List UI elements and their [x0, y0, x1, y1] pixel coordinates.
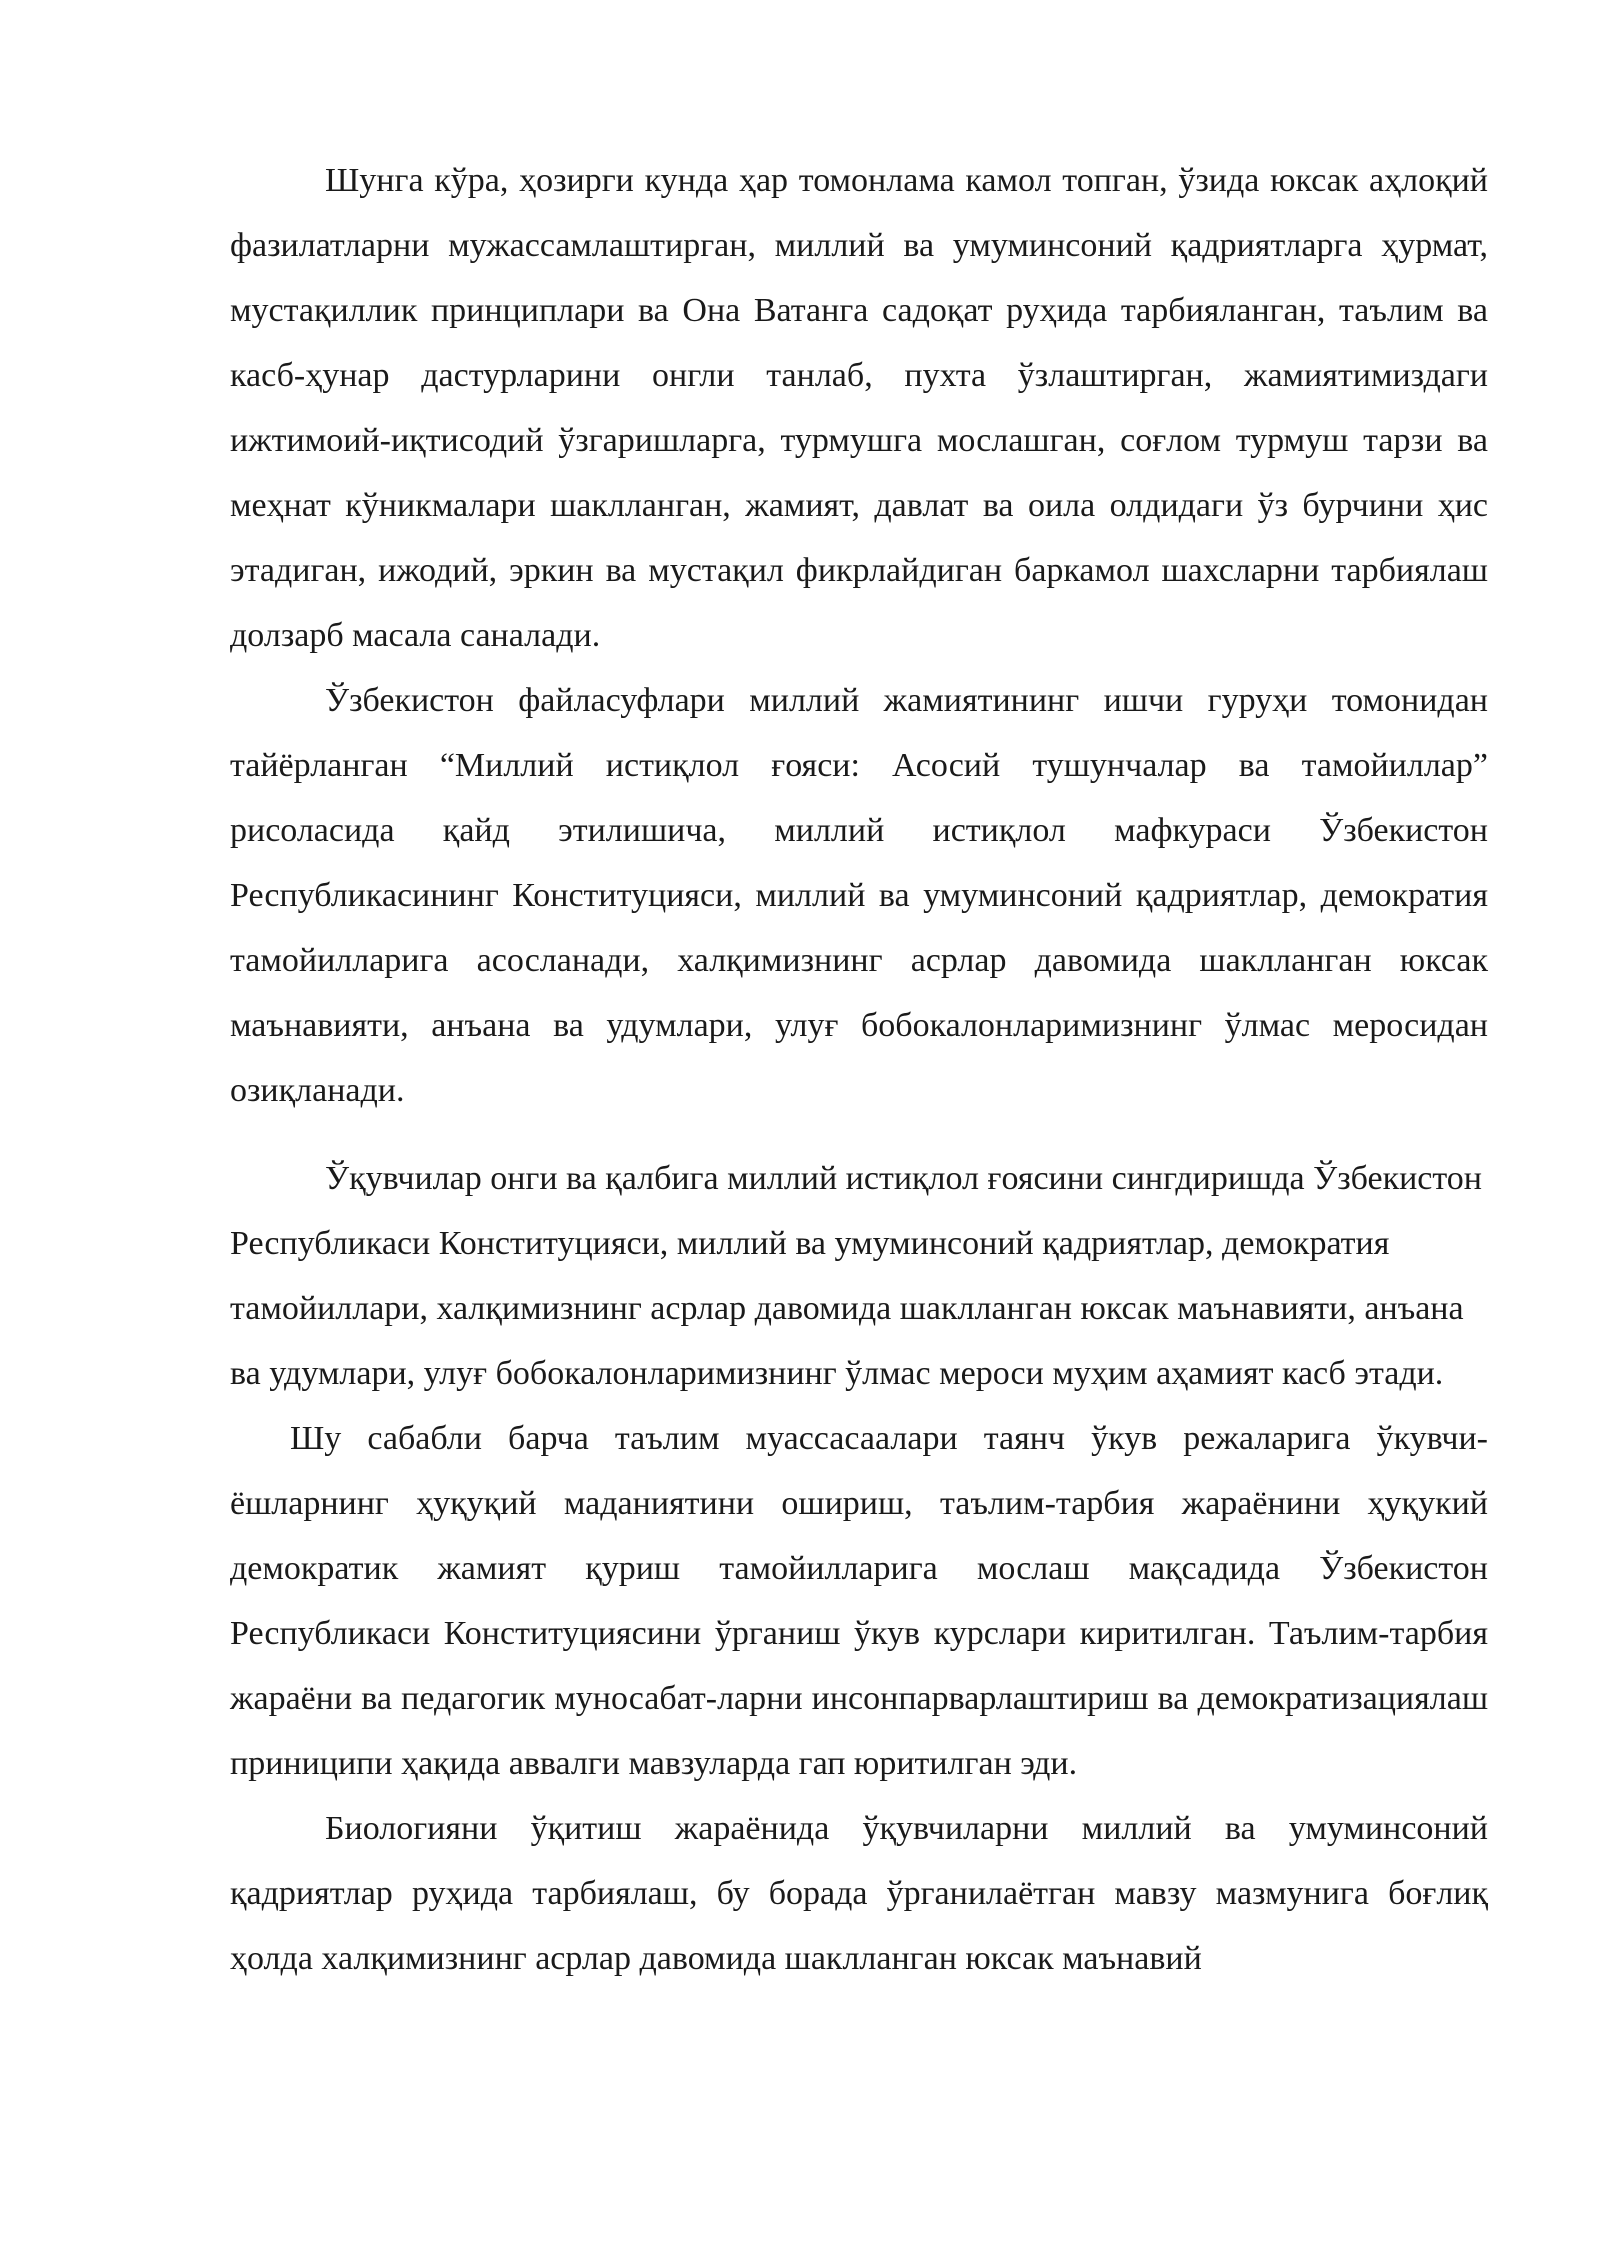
paragraph-3: Ўқувчилар онги ва қалбига миллий истиқлол ғоясини сингдиришда Ўзбекистон Республикаси Конституцияси, миллий ва умуминсоний қадриятлар, демократия тамойиллари, халқимизнинг асрлар давомида шаклланган юксак маънавияти, анъана ва удумлари, улуғ бобокалонларимизнинг ўлмас мероси муҳим аҳамият касб этади.: [230, 1160, 1482, 1392]
paragraph-5: Биологияни ўқитиш жараёнида ўқувчиларни миллий ва умуминсоний қадриятлар руҳида тарбиялаш, бу борада ўрганилаётган мавзу мазмунига боғлиқ ҳолда халқимизнинг асрлар давомида шаклланган юксак маънавий: [230, 1810, 1488, 1977]
paragraph-4: Шу сабабли барча таълим муассасаалари таянч ўкув режаларига ўкувчи-ёшларнинг ҳуқуқий маданиятини ошириш, таълим-тарбия жараёнини ҳуқукий демократик жамият қуриш тамойилларига мослаш мақсадида Ўзбекистон Республикаси Конституциясини ўрганиш ўкув курслари киритилган. Таълим-тарбия жараёни ва педагогик муносабат-ларни инсонпарварлаштириш ва демократизациялаш приниципи ҳақида аввалги мавзуларда гап юритилган эди.: [230, 1420, 1488, 1782]
paragraph-2: Ўзбекистон файласуфлари миллий жамиятининг ишчи гуруҳи томонидан тайёрланган “Миллий истиқлол ғояси: Асосий тушунчалар ва тамойиллар” рисоласида қайд этилишича, миллий истиқлол мафкураси Ўзбекистон Республикасининг Конституцияси, миллий ва умуминсоний қадриятлар, демократия тамойилларига асосланади, халқимизнинг асрлар давомида шаклланган юксак маънавияти, анъана ва удумлари, улуғ бобокалонларимизнинг ўлмас меросидан озиқланади.: [230, 682, 1488, 1109]
paragraph-1: Шунга кўра, ҳозирги кунда ҳар томонлама камол топган, ўзида юксак аҳлоқий фазилатларни мужассамлаштирган, миллий ва умуминсоний қадриятларга ҳурмат, мустақиллик принциплари ва Она Ватанга садоқат руҳида тарбияланган, таълим ва касб-ҳунар дастурларини онгли танлаб, пухта ўзлаштирган, жамиятимиздаги ижтимоий-иқтисодий ўзгаришларга, турмушга мослашган, соғлом турмуш тарзи ва меҳнат кўникмалари шаклланган, жамият, давлат ва оила олдидаги ўз бурчини ҳис этадиган, ижодий, эркин ва мустақил фикрлайдиган баркамол шахсларни тарбиялаш долзарб масала саналади.: [230, 162, 1488, 654]
document-body: [230, 148, 1488, 1991]
